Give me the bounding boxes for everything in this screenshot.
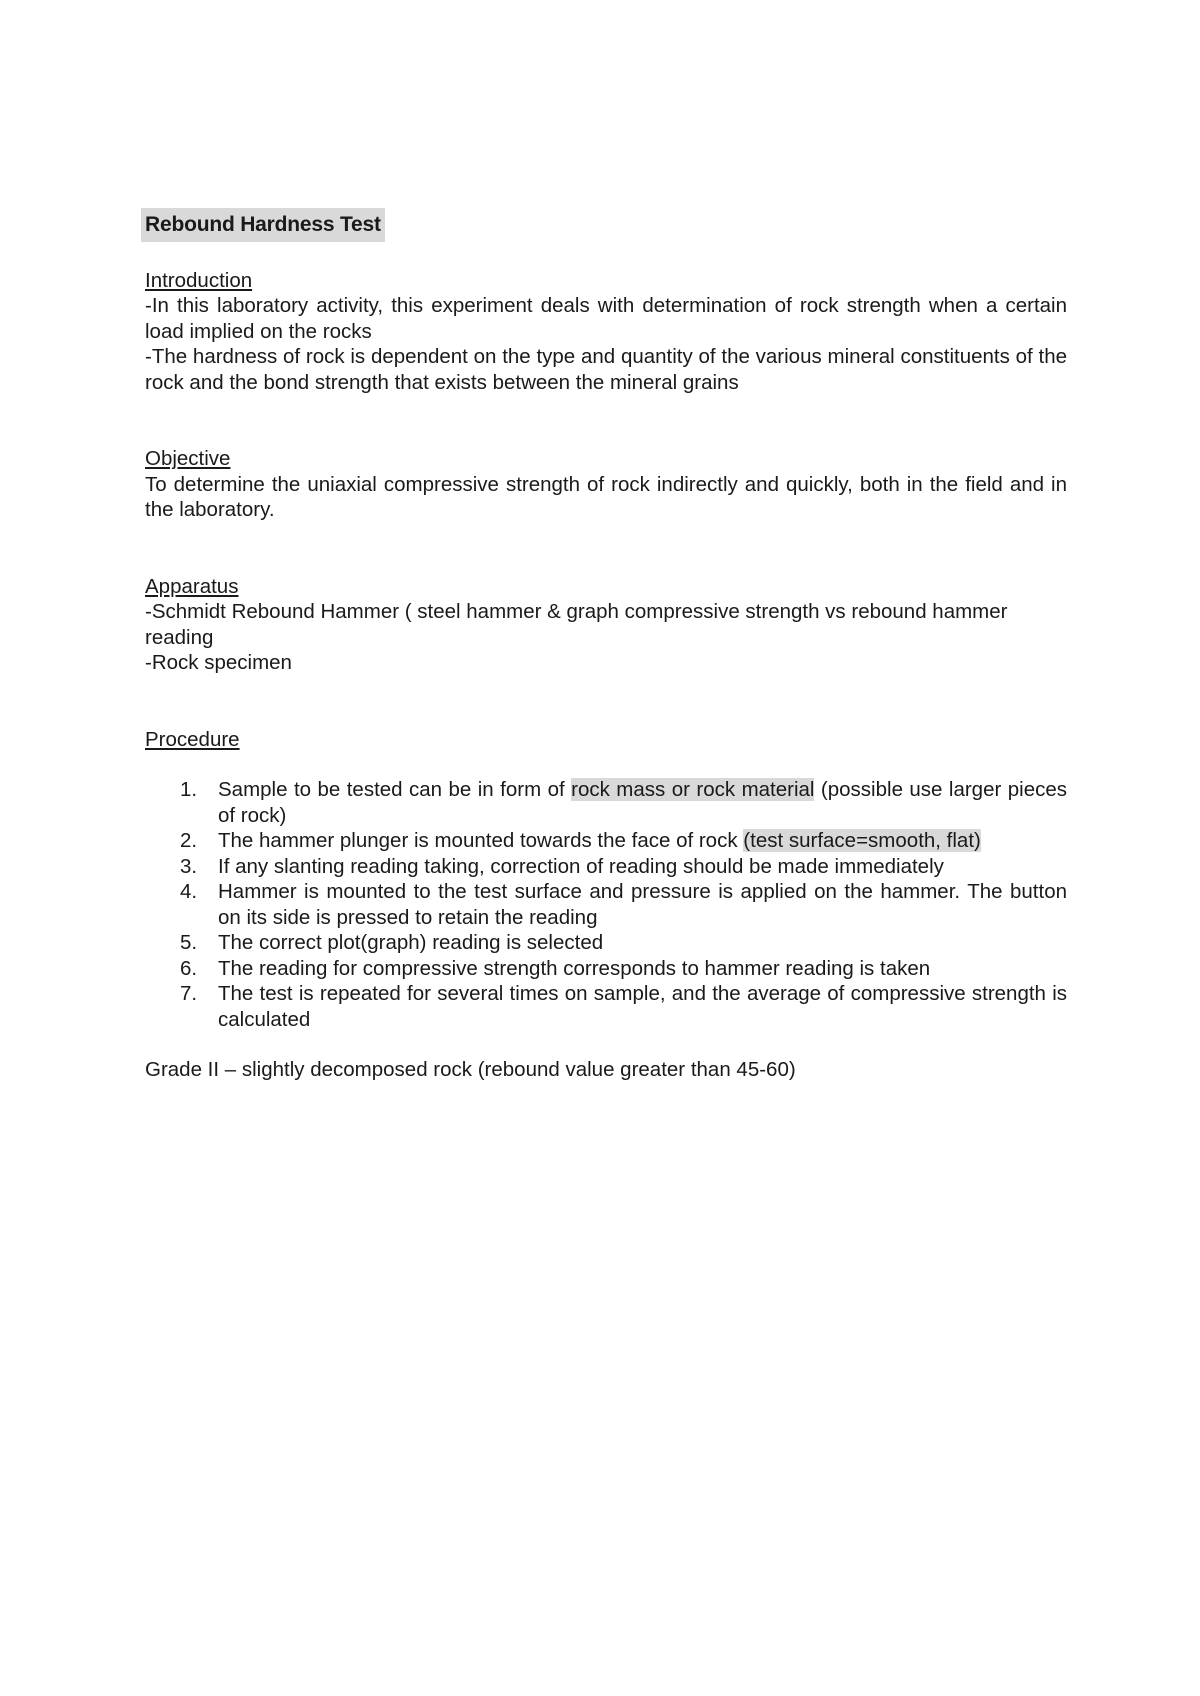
step-number: 6. xyxy=(180,956,198,980)
step-text: The hammer plunger is mounted towards the face of rock xyxy=(218,829,744,852)
step-number: 4. xyxy=(180,880,198,903)
procedure-steps-list xyxy=(145,777,1067,1032)
step-text: The correct plot(graph) reading is selected xyxy=(218,931,604,954)
step-number: 3. xyxy=(180,854,198,878)
procedure-section xyxy=(145,727,1067,1033)
document-title: Rebound Hardness Test xyxy=(145,213,381,236)
step-text: The reading for compressive strength corresponds to hammer reading is taken xyxy=(218,956,931,980)
introduction-section xyxy=(145,268,1067,396)
introduction-line-2: -The hardness of rock is dependent on the type and quantity of the various mineral constituents of the rock and the bond strength that exists between the mineral grains xyxy=(145,345,1067,394)
apparatus-heading: Apparatus xyxy=(145,574,239,598)
objective-section xyxy=(145,446,1067,523)
step-text: If any slanting reading taking, correction of reading should be made immediately xyxy=(218,854,944,878)
step-number: 2. xyxy=(180,829,198,852)
step-number: 1. xyxy=(180,778,198,801)
step-highlight: rock mass or rock material xyxy=(571,778,815,801)
procedure-step xyxy=(145,930,1067,956)
introduction-heading: Introduction xyxy=(145,268,253,292)
step-text: Hammer is mounted to the test surface and pressure is applied on the hammer. The button on its side is pressed to retain the reading xyxy=(218,880,1067,929)
step-text-after: (possible use larger pieces of rock) xyxy=(218,778,1068,827)
apparatus-section xyxy=(145,574,1067,676)
title-highlight xyxy=(141,208,385,242)
procedure-step xyxy=(145,956,1067,982)
procedure-step xyxy=(145,854,1067,880)
procedure-step xyxy=(145,828,1067,854)
procedure-step xyxy=(145,981,1067,1032)
procedure-heading: Procedure xyxy=(145,727,240,751)
step-highlight: (test surface=smooth, flat) xyxy=(743,829,981,852)
objective-text: To determine the uniaxial compressive strength of rock indirectly and quickly, both in the field and in the laboratory. xyxy=(145,472,1067,521)
step-text: The test is repeated for several times on sample, and the average of compressive strength is calculated xyxy=(218,982,1067,1031)
step-number: 5. xyxy=(180,931,198,954)
apparatus-line-2: -Rock specimen xyxy=(145,651,292,674)
step-number: 7. xyxy=(180,982,198,1005)
document-page xyxy=(145,212,1067,1083)
step-text: Sample to be tested can be in form of xyxy=(218,778,572,801)
introduction-line-1: -In this laboratory activity, this experiment deals with determination of rock strength when a certain load implied on the rocks xyxy=(145,294,1067,343)
apparatus-line-1: -Schmidt Rebound Hammer ( steel hammer & graph compressive strength vs rebound hammer reading xyxy=(145,600,1008,649)
grade-note: Grade II – slightly decomposed rock (rebound value greater than 45-60) xyxy=(145,1058,796,1081)
objective-heading: Objective xyxy=(145,447,231,470)
procedure-step xyxy=(145,879,1067,930)
procedure-step xyxy=(145,777,1067,828)
